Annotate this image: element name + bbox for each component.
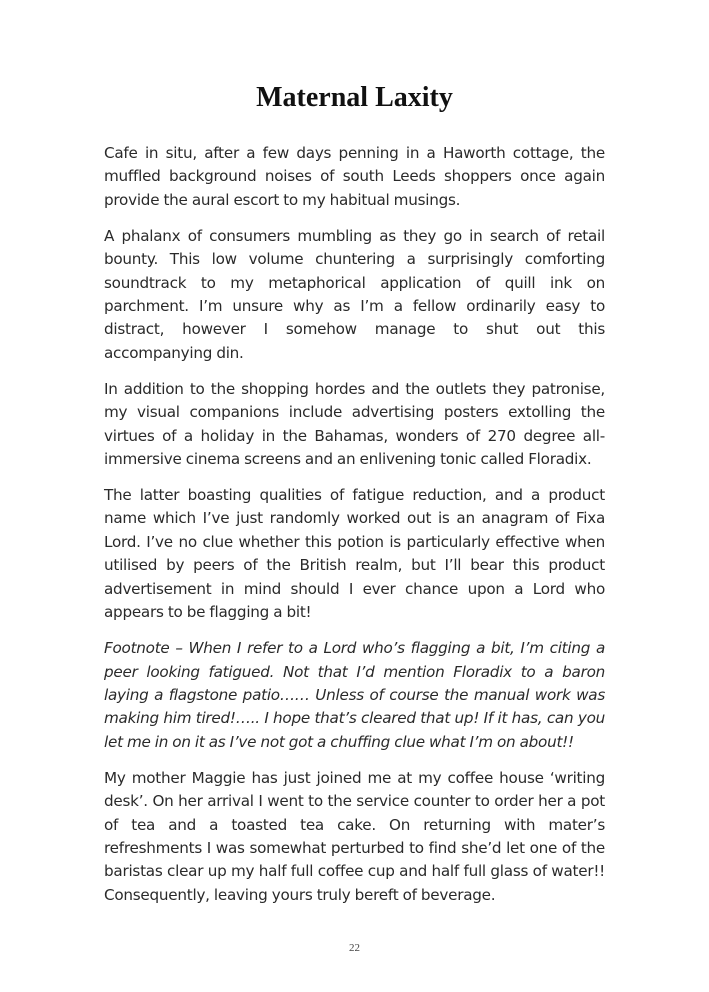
paragraph: Cafe in situ, after a few days penning in a Haworth cottage, the muffled background noises of south Leeds shoppers once again provide the aural escort to my habitual musings.	[104, 144, 605, 209]
page-number: 22	[349, 942, 360, 954]
body-text	[104, 142, 605, 920]
paragraph: A phalanx of consumers mumbling as they go in search of retail bounty. This low volume chuntering a surprisingly comforting soundtrack to my metaphorical application of quill ink on parchment. I’m unsure why as I’m a fellow ordinarily easy to distract, however I somehow manage to shut out this accompanying din.	[104, 226, 605, 362]
paragraph: In addition to the shopping hordes and the outlets they patronise, my visual companions include advertising posters extolling the virtues of a holiday in the Bahamas, wonders of 270 degree all-immersive cinema screens and an enlivening tonic called Floradix.	[104, 379, 605, 469]
page-title: Maternal Laxity	[256, 82, 453, 113]
paragraph: My mother Maggie has just joined me at my coffee house ‘writing desk’. On her arrival I went to the service counter to order her a pot of tea and a toasted tea cake. On returning with mater’s refreshments I was somewhat perturbed to find she’d let one of the baristas clear up my half full coffee cup and half full glass of water!! Consequently, leaving yours truly bereft of beverage.	[104, 768, 605, 904]
paragraph: The latter boasting qualities of fatigue reduction, and a product name which I’ve just randomly worked out is an anagram of Fixa Lord. I’ve no clue whether this potion is particularly effective when utilised by peers of the British realm, but I’ll bear this product advertisement in mind should I ever chance upon a Lord who appears to be flagging a bit!	[104, 486, 605, 622]
footnote-paragraph: Footnote – When I refer to a Lord who’s flagging a bit, I’m citing a peer looking fatigued. Not that I’d mention Floradix to a baron laying a flagstone patio…… Unless of course the manual work was making him tired!….. I hope that’s cleared that up! If it has, can you let me in on it as I’ve not got a chuffing clue what I’m on about!!	[104, 639, 605, 751]
